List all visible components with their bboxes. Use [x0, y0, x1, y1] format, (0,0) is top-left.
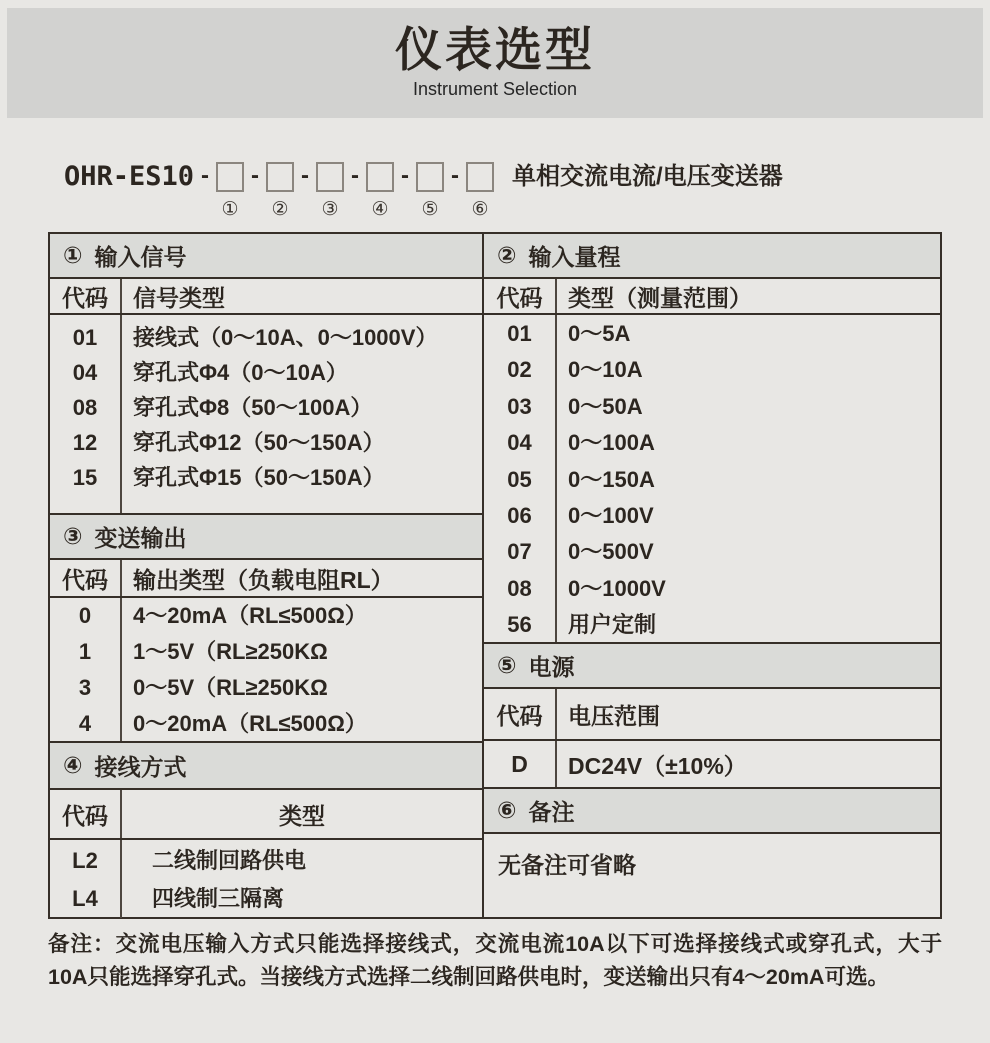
order-code-slot-3 [316, 160, 344, 221]
row-code: L4 [72, 886, 98, 911]
row-code: 12 [72, 430, 98, 455]
row-code: 05 [507, 466, 532, 492]
row-type: 穿孔式Φ15（50～150A） [133, 465, 385, 490]
row-code: 4 [78, 711, 92, 736]
row-code: D [484, 741, 557, 787]
section-title: 备注 [528, 799, 575, 825]
section-number: ⑥ [497, 797, 517, 823]
section-number: ① [63, 242, 83, 268]
row-type: DC24V（±10%） [568, 752, 747, 779]
page-title: 仪表选型 [395, 23, 595, 76]
row-code: 56 [507, 612, 532, 638]
row-code: L2 [72, 848, 98, 873]
position-label-3: ③ [321, 199, 339, 220]
section-number: ④ [63, 752, 83, 778]
order-code-slot-5 [416, 160, 444, 221]
footnote: 备注：交流电压输入方式只能选择接线式，交流电流10A以下可选择接线式或穿孔式，大于10A只能选择穿孔式。当接线方式选择二线制回路供电时，变送输出只有4～20mA可选。 [48, 932, 942, 989]
row-code: 0 [78, 603, 92, 628]
row-type: 二线制回路供电 [152, 848, 307, 873]
order-code-slot-2 [266, 160, 294, 221]
row-code: 06 [507, 503, 532, 529]
dash-separator: - [301, 162, 310, 189]
section-header-input-signal [50, 234, 482, 279]
row-type: 4～20mA（RL≤500Ω） [133, 603, 367, 628]
row-type: 0～100V [568, 503, 654, 529]
section-title: 变送输出 [94, 525, 187, 551]
product-name: 单相交流电流/电压变送器 [512, 163, 783, 190]
input-range-rows [484, 315, 940, 644]
col-header-type: 信号类型 [133, 284, 225, 311]
row-type: 0～1000V [568, 575, 666, 601]
code-box-5 [416, 162, 444, 192]
code-box-3 [316, 162, 344, 192]
row-code: 1 [78, 639, 92, 664]
order-code-slot-1 [216, 160, 244, 221]
order-code-slot-6 [466, 160, 494, 221]
selection-table [48, 232, 942, 919]
row-code: 08 [72, 395, 98, 420]
col-header-code: 代码 [484, 279, 557, 313]
position-label-4: ④ [371, 199, 389, 220]
row-code: 3 [78, 675, 92, 700]
title-banner [7, 8, 983, 118]
row-type: 0～10A [568, 357, 643, 383]
power-row [484, 741, 940, 789]
section-header-input-range [484, 234, 940, 279]
row-code: 01 [72, 325, 98, 350]
row-type: 0～50A [568, 393, 643, 419]
col-header-type: 类型（测量范围） [568, 284, 752, 311]
dash-separator: - [351, 162, 360, 189]
code-box-4 [366, 162, 394, 192]
section-title: 输入量程 [528, 244, 621, 270]
position-label-6: ⑥ [471, 199, 489, 220]
row-type: 穿孔式Φ8（50～100A） [133, 395, 373, 420]
row-code: 15 [72, 465, 98, 490]
row-code: 02 [507, 357, 532, 383]
dash-separator: - [401, 162, 410, 189]
row-type: 四线制三隔离 [152, 886, 285, 911]
row-code: 03 [507, 393, 532, 419]
row-type: 1～5V（RL≥250KΩ [133, 639, 328, 664]
code-box-1 [216, 162, 244, 192]
section-header-power [484, 644, 940, 689]
col-header-type: 类型 [279, 802, 325, 829]
row-type: 0～20mA（RL≤500Ω） [133, 711, 367, 736]
section-title: 输入信号 [94, 244, 187, 270]
row-type: 0～100A [568, 430, 655, 456]
row-type: 接线式（0～10A、0～1000V） [133, 325, 438, 350]
dash-separator: - [201, 162, 210, 189]
col-header-code: 代码 [50, 790, 122, 838]
column-header-input-range [484, 279, 940, 315]
row-type: 0～5A [568, 321, 631, 346]
code-box-6 [466, 162, 494, 192]
page-subtitle: Instrument Selection [412, 79, 578, 99]
row-code: 04 [507, 430, 532, 456]
row-type: 0～150A [568, 466, 655, 492]
column-header-wiring [50, 790, 482, 840]
col-header-type: 输出类型（负载电阻RL） [133, 566, 394, 593]
position-label-2: ② [271, 199, 289, 220]
output-rows [50, 598, 482, 743]
section-number: ⑤ [497, 652, 517, 678]
section-number: ② [497, 242, 517, 268]
column-header-power [484, 689, 940, 741]
row-type: 穿孔式Φ4（0～10A） [133, 360, 348, 385]
section-header-output [50, 515, 482, 560]
remark-note: 无备注可省略 [498, 852, 636, 878]
position-label-5: ⑤ [421, 199, 439, 220]
row-type: 用户定制 [568, 612, 657, 638]
code-box-2 [266, 162, 294, 192]
row-code: 07 [507, 539, 532, 565]
col-header-code: 代码 [484, 689, 557, 739]
dash-separator: - [251, 162, 260, 189]
col-header-type: 电压范围 [568, 702, 660, 729]
input-signal-rows [50, 315, 482, 515]
ordering-code-line [64, 160, 990, 232]
row-type: 穿孔式Φ12（50～150A） [133, 430, 385, 455]
section-header-wiring [50, 743, 482, 790]
table-left-column [50, 234, 484, 917]
row-code: 08 [507, 575, 532, 601]
position-label-1: ① [221, 199, 239, 220]
col-header-code: 代码 [50, 279, 122, 313]
table-right-column [484, 234, 940, 917]
section-number: ③ [63, 523, 83, 549]
col-header-code: 代码 [50, 560, 122, 596]
section-header-remark [484, 789, 940, 834]
column-header-input-signal [50, 279, 482, 315]
column-header-output [50, 560, 482, 598]
wiring-rows [50, 840, 482, 918]
section-title: 接线方式 [94, 754, 187, 780]
dash-separator: - [451, 162, 460, 189]
row-code: 04 [72, 360, 98, 385]
model-prefix: OHR-ES10 [64, 161, 195, 192]
row-type: 0～5V（RL≥250KΩ [133, 675, 328, 700]
row-type: 0～500V [568, 539, 654, 565]
section-title: 电源 [528, 654, 575, 680]
row-code: 01 [507, 321, 532, 346]
order-code-slot-4 [366, 160, 394, 221]
